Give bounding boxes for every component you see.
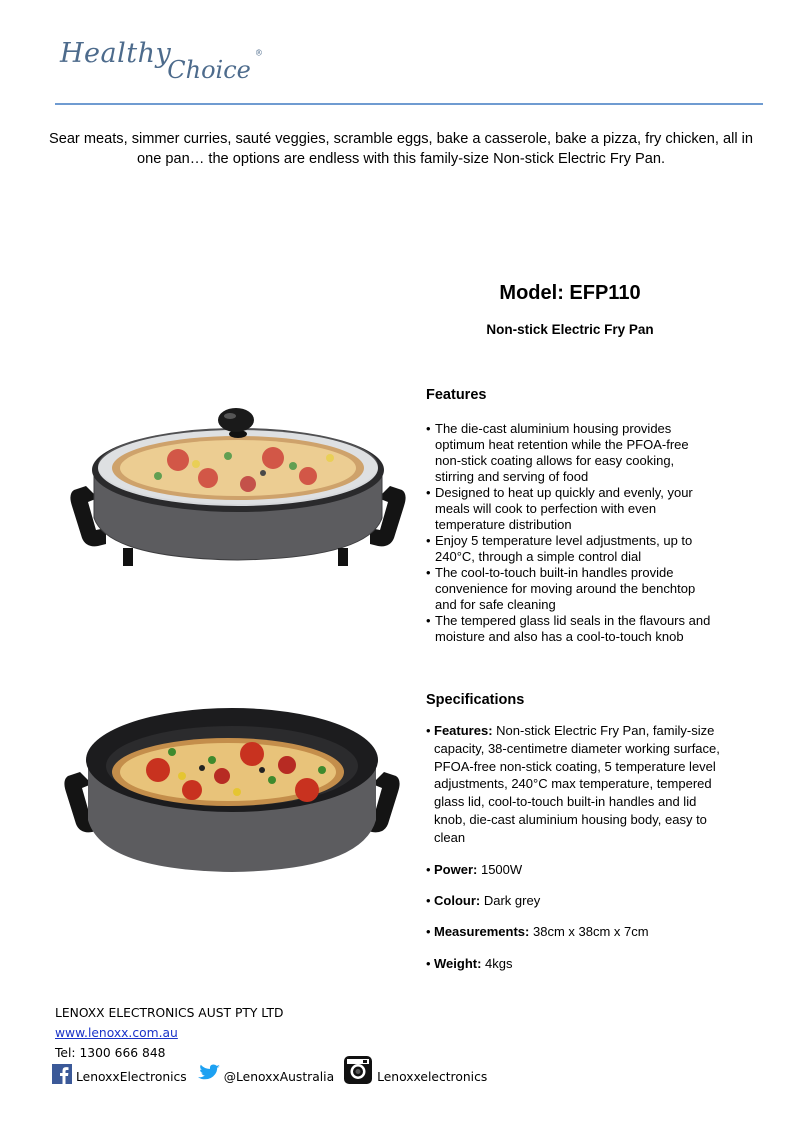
instagram-link[interactable] [344,1056,487,1084]
facebook-handle: LenoxxElectronics [76,1070,187,1084]
bullet: • [426,924,431,939]
spec-label: Features: [434,723,493,738]
website-link[interactable]: www.lenoxx.com.au [55,1026,178,1040]
model-title: Model: EFP110 [499,282,641,304]
specifications-heading: Specifications [426,692,525,708]
spec-label: Power: [434,862,478,877]
instagram-handle: Lenoxxelectronics [377,1070,488,1084]
logo-word-choice: Choice [167,56,251,84]
facebook-link[interactable] [52,1064,187,1084]
header-divider [55,103,763,105]
instagram-icon [344,1056,372,1084]
spec-label: Measurements: [434,924,530,939]
spec-value: Non-stick Electric Fry Pan, family-size capacity, 38-centimetre diameter working surface, PFOA-free non-stick coating, 5 temperature level adjustments, 240°C max temperature, tempered glass lid, cool-to-touch built-in handles and lid knob, die-cast aluminium housing body, easy to clean [434,723,720,845]
spec-power [426,861,726,879]
company-footer [55,1003,283,1063]
spec-colour [426,892,726,910]
intro-paragraph: Sear meats, simmer curries, sauté veggies, scramble eggs, bake a casserole, bake a pizza, fry chicken, all in one pan… the options are endless with this family-size Non-stick Electric Fry Pan. [48,131,754,167]
spec-features [426,722,726,847]
bullet: • [426,893,431,908]
twitter-icon [197,1064,221,1084]
brand-logo [54,30,263,96]
spec-value: 4kgs [485,956,513,971]
feature-item: • The die-cast aluminium housing provides optimum heat retention while the PFOA-free non-stick coating allows for easy cooking, stirring and serving of food [426,421,716,485]
fry-pan-open-image [62,700,402,880]
fry-pan-with-lid-image [68,398,408,573]
features-list [426,421,716,645]
product-name: Non-stick Electric Fry Pan [486,322,654,337]
bullet: • [426,862,431,877]
phone-number: Tel: 1300 666 848 [55,1046,166,1060]
registered-mark: ® [254,48,263,58]
spec-value: 1500W [480,862,523,877]
logo-word-healthy: Healthy [60,38,172,69]
social-links [52,1056,497,1084]
facebook-icon [52,1064,72,1084]
spec-measurements [426,923,726,941]
bullet: • [426,723,431,738]
feature-item: • Designed to heat up quickly and evenly, your meals will cook to perfection with even temperature distribution [426,485,716,533]
spec-weight [426,955,726,973]
feature-item: • The cool-to-touch built-in handles provide convenience for moving around the benchtop and for safe cleaning [426,565,716,613]
features-heading: Features [426,387,487,403]
twitter-handle: @LenoxxAustralia [223,1070,335,1084]
feature-item: • Enjoy 5 temperature level adjustments, up to 240°C, through a simple control dial [426,533,716,565]
spec-label: Colour: [434,893,481,908]
twitter-link[interactable] [197,1064,334,1084]
spec-value: Dark grey [483,893,541,908]
spec-value: 38cm x 38cm x 7cm [533,924,649,939]
spec-label: Weight: [434,956,482,971]
bullet: • [426,956,431,971]
feature-item: • The tempered glass lid seals in the flavours and moisture and also has a cool-to-touch knob [426,613,716,645]
company-name: LENOXX ELECTRONICS AUST PTY LTD [55,1006,284,1020]
